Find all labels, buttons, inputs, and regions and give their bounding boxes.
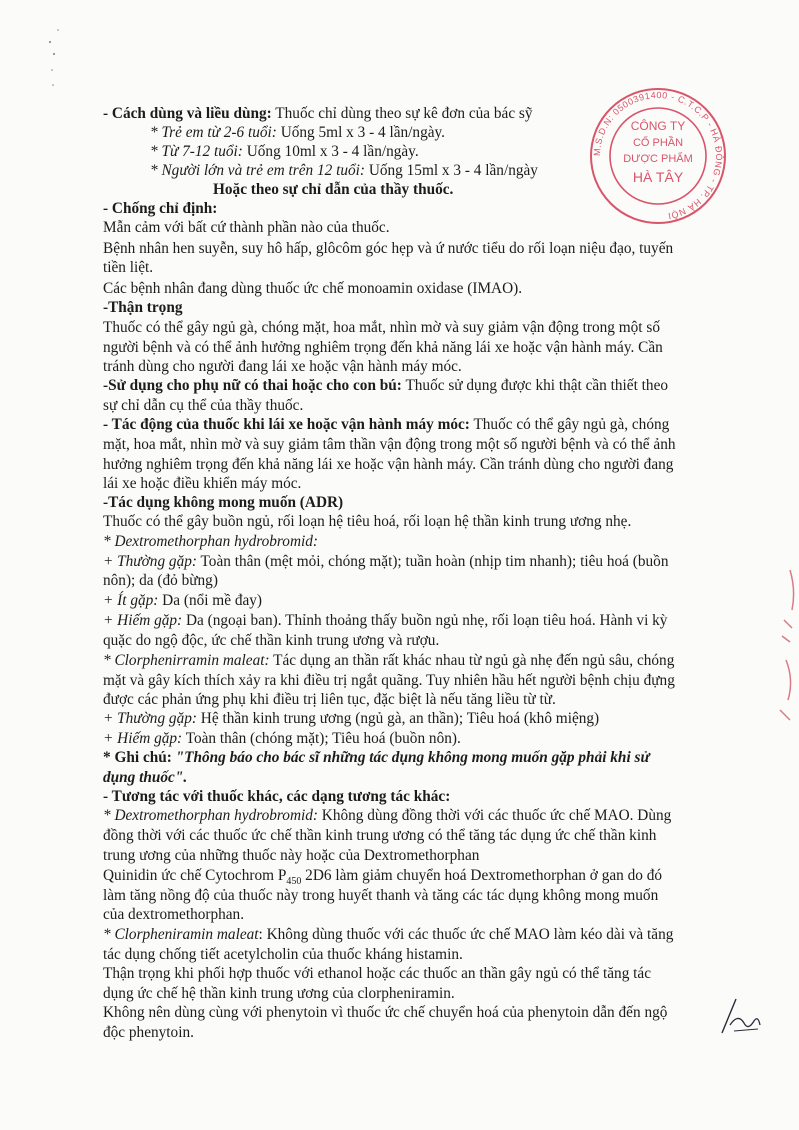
caution-line-2: người bệnh và có thể ảnh hưởng nghiêm trọng đến khả năng lái xe hoặc vận hành máy. Cần bbox=[103, 339, 663, 356]
adr-common-line-2: nôn); da (đỏ bừng) bbox=[103, 572, 218, 589]
company-stamp bbox=[588, 86, 728, 226]
adr-common-label: + Thường gặp: bbox=[103, 553, 197, 570]
adr-note-label: * Ghi chú: bbox=[103, 749, 172, 766]
interactions-clor-text: : Không dùng thuốc với các thuốc ức chế MAO làm kéo dài và tăng bbox=[258, 926, 674, 943]
interactions-dex-text: Không dùng đồng thời với các thuốc ức chế MAO. Dùng bbox=[317, 807, 672, 824]
dosage-heading: - Cách dùng và liều dùng: bbox=[103, 105, 272, 122]
interactions-dex-label: * Dextromethorphan hydrobromid: bbox=[103, 807, 318, 824]
adr-note-line bbox=[103, 748, 650, 767]
dosage-item-1-text: Uống 5ml x 3 - 4 lần/ngày. bbox=[276, 124, 445, 141]
interactions-clor-line bbox=[103, 925, 673, 944]
dosage-item-1 bbox=[150, 123, 445, 142]
adr-heading: -Tác dụng không mong muốn (ADR) bbox=[103, 494, 344, 511]
dosage-item-3-text: Uống 15ml x 3 - 4 lần/ngày bbox=[365, 162, 538, 179]
interactions-quin-line-2: làm tăng nồng độ của thuốc này trong huyết thanh và tăng các tác dụng không mong muốn bbox=[103, 887, 659, 904]
contra-line-3: tiền liệt. bbox=[103, 259, 154, 276]
pregnancy-line-2: sự chỉ dẫn cụ thể của thầy thuốc. bbox=[103, 397, 304, 414]
caution-line-3: tránh dùng cho người đang lái xe hoặc vận hành máy móc. bbox=[103, 358, 462, 375]
driving-line-3: hưởng nghiêm trọng đến khả năng lái xe hoặc vận hành máy. Cần tránh dùng cho người đang bbox=[103, 456, 674, 473]
stamp-ring-text: M.S.D.N: 0500391400 - C.T.C.P - HÀ ĐÔNG - TP. HÀ NỘI bbox=[591, 89, 725, 222]
adr-clor-line-2: mặt và gây kích thích xảy ra khi điều trị ngắt quãng. Tuy nhiên hầu hết người bệnh chịu đựng bbox=[103, 672, 675, 689]
interactions-quin-a: Quinidin ức chế Cytochrom P bbox=[103, 867, 287, 884]
driving-heading: - Tác động của thuốc khi lái xe hoặc vận hành máy móc: bbox=[103, 416, 470, 433]
dosage-item-2-text: Uống 10ml x 3 - 4 lần/ngày. bbox=[242, 143, 419, 160]
contra-line-1: Mẫn cảm với bất cứ thành phần nào của thuốc. bbox=[103, 219, 390, 236]
dosage-item-2 bbox=[150, 142, 419, 161]
dosage-item-1-label: * Trẻ em từ 2-6 tuổi: bbox=[150, 124, 277, 141]
interactions-quin-line-3: của dextromethorphan. bbox=[103, 906, 245, 923]
adr-clor-text: Tác dụng an thần rất khác nhau từ ngủ gà nhẹ đến ngủ sâu, chóng bbox=[269, 652, 675, 669]
stamp-line-1: CÔNG TY bbox=[630, 119, 686, 133]
pregnancy-heading: -Sử dụng cho phụ nữ có thai hoặc cho con bú: bbox=[103, 377, 402, 394]
interactions-clor-label: * Clorpheniramin maleat bbox=[103, 926, 259, 943]
adr-clor-line bbox=[103, 651, 674, 670]
adr-c-rare-label: + Hiếm gặp: bbox=[103, 730, 183, 747]
interactions-clor-line-2: tác dụng chống tiết acetylcholin của thuốc kháng histamin. bbox=[103, 946, 463, 963]
stamp-line-2: CỔ PHẦN bbox=[632, 137, 684, 149]
adr-clor-line-3: được các phản ứng phụ khi điều trị liên tục, đặc biệt là nếu tăng liều từ từ. bbox=[103, 691, 556, 708]
adr-veryrare-line-2: quặc do ngộ độc, ức chế thần kinh trung ương và rượu. bbox=[103, 632, 440, 649]
adr-common-text: Toàn thân (mệt mỏi, chóng mặt); tuần hoàn (nhịp tim nhanh); tiêu hoá (buồn bbox=[196, 553, 669, 570]
stamp-line-3: DƯỢC PHẨM bbox=[623, 153, 693, 165]
adr-note-text: "Thông báo cho bác sĩ những tác dụng không mong muốn gặp phải khi sử bbox=[171, 749, 650, 766]
adr-veryrare-line bbox=[103, 611, 667, 630]
adr-veryrare-text: Da (ngoại ban). Thỉnh thoảng thấy buồn ngủ nhẹ, rối loạn tiêu hoá. Hành vi kỳ bbox=[182, 612, 668, 629]
driving-line-1 bbox=[103, 415, 669, 434]
adr-c-common-line bbox=[103, 709, 599, 728]
interactions-quin-b: 2D6 làm giảm chuyển hoá Dextromethorphan ở gan do đó bbox=[301, 867, 663, 884]
interactions-phenytoin-line: Không nên dùng cùng với phenytoin vì thuốc ức chế chuyển hoá của phenytoin dẫn đến ngộ bbox=[103, 1004, 668, 1021]
edge-stamp-fragment bbox=[770, 570, 799, 740]
dosage-item-3-label: * Người lớn và trẻ em trên 12 tuổi: bbox=[150, 162, 366, 179]
interactions-ethanol-line: Thận trọng khi phối hợp thuốc với ethanol hoặc các thuốc an thần gây ngủ có thể tăng tác bbox=[103, 965, 652, 982]
interactions-phenytoin-line-2: độc phenytoin. bbox=[103, 1024, 194, 1041]
stamp-line-4: HÀ TÂY bbox=[632, 169, 684, 185]
handwritten-signature bbox=[714, 995, 764, 1040]
caution-heading: -Thận trọng bbox=[103, 299, 183, 316]
scan-specks bbox=[30, 10, 70, 100]
contra-heading: - Chống chỉ định: bbox=[103, 200, 218, 217]
caution-line-1: Thuốc có thể gây ngủ gà, chóng mặt, hoa mắt, nhìn mờ và suy giảm vận động trong một số bbox=[103, 319, 660, 336]
adr-dex-title: * Dextromethorphan hydrobromid: bbox=[103, 533, 318, 550]
adr-c-rare-text: Toàn thân (chóng mặt); Tiêu hoá (buồn nôn). bbox=[182, 730, 461, 747]
adr-rare-line bbox=[103, 591, 262, 610]
interactions-dex-line bbox=[103, 806, 671, 825]
dosage-line bbox=[103, 104, 533, 123]
adr-c-common-label: + Thường gặp: bbox=[103, 710, 197, 727]
driving-text-1: Thuốc có thể gây ngủ gà, chóng bbox=[469, 416, 670, 433]
interactions-ethanol-line-2: dụng ức chế hệ thần kinh trung ương của clorpheniramin. bbox=[103, 985, 455, 1002]
adr-c-rare-line bbox=[103, 729, 461, 748]
dosage-item-2-label: * Từ 7-12 tuổi: bbox=[150, 143, 243, 160]
adr-note-line-2: dụng thuốc". bbox=[103, 769, 188, 786]
pregnancy-line-1 bbox=[103, 376, 668, 395]
adr-line-1: Thuốc có thể gây buồn ngủ, rối loạn hệ tiêu hoá, rối loạn hệ thần kinh trung ương nhẹ. bbox=[103, 513, 632, 530]
driving-line-2: mặt, hoa mắt, nhìn mờ và suy giảm tâm thần vận động trong một số người bệnh và có thể ảnh bbox=[103, 436, 676, 453]
adr-veryrare-label: + Hiếm gặp: bbox=[103, 612, 183, 629]
interactions-quin-sub: 450 bbox=[286, 876, 302, 888]
interactions-dex-line-3: trung ương của những thuốc này hoặc của Dextromethorphan bbox=[103, 847, 480, 864]
adr-rare-label: + Ít gặp: bbox=[103, 592, 159, 609]
dosage-or-text: Hoặc theo sự chỉ dẫn của thầy thuốc. bbox=[213, 181, 454, 198]
dosage-intro: Thuốc chỉ dùng theo sự kê đơn của bác sỹ bbox=[271, 105, 533, 122]
adr-clor-label: * Clorphenirramin maleat: bbox=[103, 652, 270, 669]
dosage-item-3 bbox=[150, 161, 538, 180]
contra-line-4: Các bệnh nhân đang dùng thuốc ức chế monoamin oxidase (IMAO). bbox=[103, 280, 523, 297]
adr-rare-text: Da (nổi mề đay) bbox=[158, 592, 263, 609]
driving-line-4: lái xe hoặc điều khiển máy móc. bbox=[103, 475, 302, 492]
contra-line-2: Bệnh nhân hen suyễn, suy hô hấp, glôcôm góc hẹp và ứ nước tiểu do rối loạn niệu đạo, tuyến bbox=[103, 240, 674, 257]
interactions-dex-line-2: đồng thời với các thuốc ức chế thần kinh trung ương có thể tăng tác dụng ức chế thần kinh bbox=[103, 827, 657, 844]
interactions-heading: - Tương tác với thuốc khác, các dạng tương tác khác: bbox=[103, 788, 451, 805]
pregnancy-text-1: Thuốc sử dụng được khi thật cần thiết theo bbox=[401, 377, 669, 394]
adr-c-common-text: Hệ thần kinh trung ương (ngủ gà, an thần); Tiêu hoá (khô miệng) bbox=[196, 710, 600, 727]
adr-common-line bbox=[103, 552, 668, 571]
